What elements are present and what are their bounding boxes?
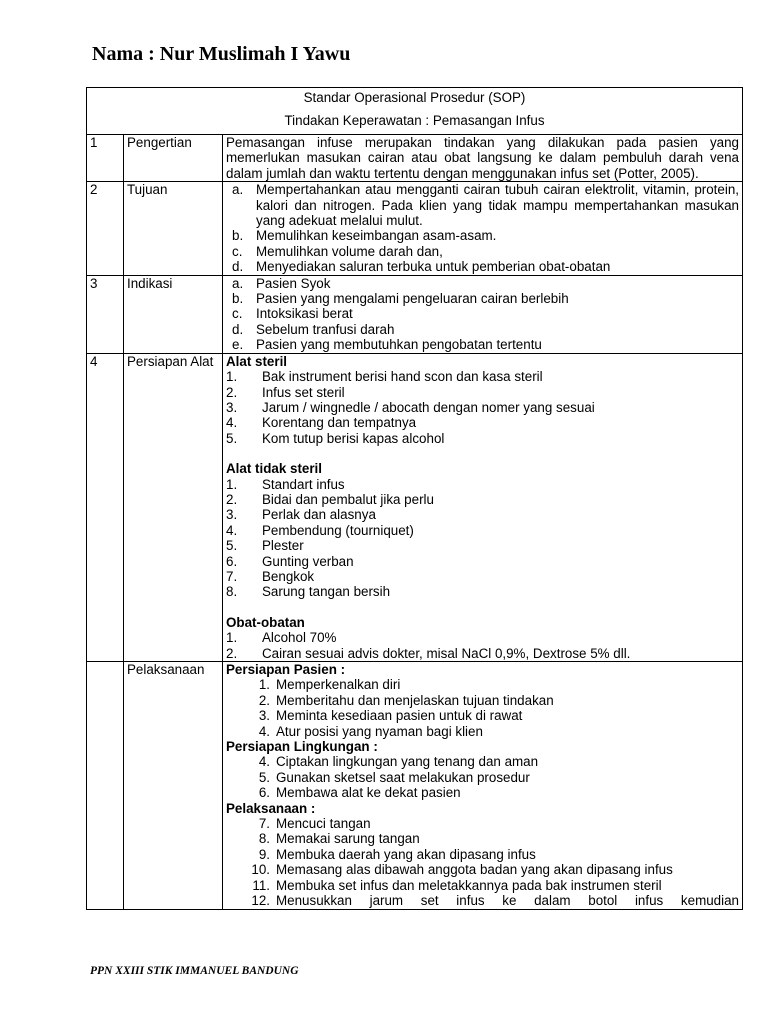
indikasi-content xyxy=(223,275,743,353)
list-text: Memasang alas dibawah anggota badan yang akan dipasang infus xyxy=(276,862,673,878)
list-item xyxy=(226,244,739,259)
list-item xyxy=(226,785,739,800)
list-marker: 1. xyxy=(258,677,270,693)
list-text: Pasien yang membutuhkan pengobatan tertentu xyxy=(256,337,542,353)
row-number: 3 xyxy=(87,275,124,353)
list-marker: 12. xyxy=(251,893,270,909)
persiapan-alat-content xyxy=(223,353,743,661)
row-label: Pelaksanaan xyxy=(124,662,223,910)
sop-title: Standar Operasional Prosedur (SOP) xyxy=(303,90,526,105)
list-marker: 4. xyxy=(226,415,238,431)
persiapan-lingkungan-heading: Persiapan Lingkungan : xyxy=(226,739,378,755)
list-item xyxy=(226,862,739,877)
list-marker: d. xyxy=(232,321,244,337)
persiapan-lingkungan-list xyxy=(226,754,739,800)
list-marker: 3. xyxy=(258,708,270,724)
list-marker: a. xyxy=(232,275,244,291)
obat-list xyxy=(226,630,739,661)
list-text: Memberitahu dan menjelaskan tujuan tindakan xyxy=(276,692,554,708)
list-marker: 6. xyxy=(226,553,238,569)
list-marker: c. xyxy=(232,243,243,259)
list-text: Pembendung (tourniquet) xyxy=(262,522,414,538)
table-row-pengertian xyxy=(87,135,743,182)
list-marker: c. xyxy=(232,306,243,322)
table-header-row xyxy=(87,88,743,135)
list-text: Cairan sesuai advis dokter, misal NaCl 0,9%, Dextrose 5% dll. xyxy=(262,645,631,661)
list-item xyxy=(226,554,739,569)
list-text: Standart infus xyxy=(262,476,345,492)
list-text: Meminta kesediaan pasien untuk di rawat xyxy=(276,708,523,724)
list-text: Sebelum tranfusi darah xyxy=(256,321,395,337)
list-text: Jarum / wingnedle / abocath dengan nomer yang sesuai xyxy=(262,399,595,415)
list-text: Menusukkan jarum set infus ke dalam botol infus kemudian xyxy=(276,893,739,909)
list-text: Pasien Syok xyxy=(256,275,331,291)
row-number: 4 xyxy=(87,353,124,661)
alat-tidak-steril-heading: Alat tidak steril xyxy=(226,461,322,477)
list-marker: 5. xyxy=(258,769,270,785)
list-text: Pasien yang mengalami pengeluaran cairan berlebih xyxy=(256,291,569,307)
list-text: Perlak dan alasnya xyxy=(262,507,376,523)
pelaksanaan-heading: Pelaksanaan : xyxy=(226,800,316,816)
student-name: Nama : Nur Muslimah I Yawu xyxy=(92,43,351,65)
list-item xyxy=(226,584,739,599)
list-item xyxy=(226,291,739,306)
list-marker: 4. xyxy=(258,754,270,770)
list-marker: 5. xyxy=(226,538,238,554)
list-marker: 1. xyxy=(226,476,238,492)
list-marker: b. xyxy=(232,228,244,244)
list-marker: b. xyxy=(232,291,244,307)
row-number: 2 xyxy=(87,182,124,275)
list-item xyxy=(226,538,739,553)
list-item xyxy=(226,306,739,321)
alat-steril-heading: Alat steril xyxy=(226,353,288,369)
list-marker: 7. xyxy=(226,568,238,584)
list-text: Kom tutup berisi kapas alcohol xyxy=(262,430,445,446)
list-marker: 11. xyxy=(252,877,270,893)
list-text: Bak instrument berisi hand scon dan kasa steril xyxy=(262,369,543,385)
list-item xyxy=(226,708,739,723)
list-item xyxy=(226,182,739,228)
list-item xyxy=(226,228,739,243)
list-marker: 6. xyxy=(258,785,270,801)
list-item xyxy=(226,677,739,692)
list-marker: 2. xyxy=(226,384,238,400)
table-row-persiapan-alat xyxy=(87,353,743,661)
list-marker: 3. xyxy=(226,399,238,415)
list-marker: 4. xyxy=(258,723,270,739)
sop-table xyxy=(86,87,743,910)
list-item xyxy=(226,893,739,908)
list-item xyxy=(226,415,739,430)
list-marker: e. xyxy=(232,337,244,353)
list-text: Membuka set infus dan meletakkannya pada bak instrumen steril xyxy=(276,877,662,893)
row-label: Tujuan xyxy=(124,182,223,275)
list-item xyxy=(226,507,739,522)
list-item xyxy=(226,477,739,492)
list-item xyxy=(226,847,739,862)
list-item xyxy=(226,431,739,446)
list-item xyxy=(226,492,739,507)
list-item xyxy=(226,816,739,831)
list-item xyxy=(226,770,739,785)
table-row-tujuan xyxy=(87,182,743,275)
row-label: Indikasi xyxy=(124,275,223,353)
list-item xyxy=(226,646,739,661)
pelaksanaan-steps-list xyxy=(226,816,739,908)
list-item xyxy=(226,724,739,739)
list-item xyxy=(226,276,739,291)
list-marker: 10. xyxy=(251,862,270,878)
list-item xyxy=(226,754,739,769)
list-item xyxy=(226,569,739,584)
list-marker: 3. xyxy=(226,507,238,523)
list-text: Memulihkan keseimbangan asam-asam. xyxy=(256,228,497,244)
list-item xyxy=(226,322,739,337)
list-text: Plester xyxy=(262,538,304,554)
list-text: Gunting verban xyxy=(262,553,354,569)
row-label: Persiapan Alat xyxy=(124,353,223,661)
list-text: Bengkok xyxy=(262,568,315,584)
row-label: Pengertian xyxy=(124,135,223,182)
list-marker: 5. xyxy=(226,430,238,446)
list-text: Memulihkan volume darah dan, xyxy=(256,243,443,259)
list-text: Infus set steril xyxy=(262,384,345,400)
pelaksanaan-content xyxy=(223,662,743,910)
list-item xyxy=(226,385,739,400)
table-row-pelaksanaan xyxy=(87,662,743,910)
table-row-indikasi xyxy=(87,275,743,353)
list-marker: 9. xyxy=(258,846,270,862)
list-marker: a. xyxy=(232,182,244,198)
indikasi-list xyxy=(226,276,739,353)
list-text: Menyediakan saluran terbuka untuk pemberian obat-obatan xyxy=(256,259,611,275)
list-text: Mempertahankan atau mengganti cairan tubuh cairan elektrolit, vitamin, protein, kalori dan nitrogen. Pada klien yang tidak mampu mempertahankan masukan yang adekuat melalui mulut. xyxy=(256,182,739,229)
row-number: 1 xyxy=(87,135,124,182)
persiapan-pasien-heading: Persiapan Pasien : xyxy=(226,662,346,677)
list-marker: 2. xyxy=(258,692,270,708)
obat-heading: Obat-obatan xyxy=(226,614,305,630)
list-marker: 7. xyxy=(258,816,270,832)
list-marker: 1. xyxy=(226,630,238,646)
list-item xyxy=(226,369,739,384)
list-text: Bidai dan pembalut jika perlu xyxy=(262,491,434,507)
list-text: Gunakan sketsel saat melakukan prosedur xyxy=(276,769,530,785)
list-text: Atur posisi yang nyaman bagi klien xyxy=(276,723,483,739)
alat-tidak-steril-list xyxy=(226,477,739,600)
list-marker: 2. xyxy=(226,645,238,661)
list-marker: 8. xyxy=(258,831,270,847)
list-item xyxy=(226,523,739,538)
list-text: Sarung tangan bersih xyxy=(262,584,391,600)
list-marker: 4. xyxy=(226,522,238,538)
table-header xyxy=(87,88,743,135)
pengertian-text: Pemasangan infuse merupakan tindakan yang dilakukan pada pasien yang memerlukan masukan cairan atau obat langsung ke dalam pembuluh darah vena dalam jumlah dan waktu tertentu dengan menggunakan infus set (Potter, 2005). xyxy=(223,135,743,182)
list-item xyxy=(226,878,739,893)
tujuan-content xyxy=(223,182,743,275)
footer-text: PPN XXIII STIK IMMANUEL BANDUNG xyxy=(90,965,299,977)
sop-subtitle: Tindakan Keperawatan : Pemasangan Infus xyxy=(284,113,545,128)
list-text: Memperkenalkan diri xyxy=(276,677,401,693)
list-text: Alcohol 70% xyxy=(262,630,337,646)
list-text: Memakai sarung tangan xyxy=(276,831,420,847)
list-text: Korentang dan tempatnya xyxy=(262,415,417,431)
list-marker: d. xyxy=(232,259,244,275)
row-number-empty xyxy=(87,662,124,910)
persiapan-pasien-list xyxy=(226,677,739,739)
list-text: Membuka daerah yang akan dipasang infus xyxy=(276,846,536,862)
list-item xyxy=(226,337,739,352)
alat-steril-list xyxy=(226,369,739,446)
list-item xyxy=(226,831,739,846)
list-item xyxy=(226,630,739,645)
list-item xyxy=(226,259,739,274)
list-text: Mencuci tangan xyxy=(276,816,371,832)
list-text: Ciptakan lingkungan yang tenang dan aman xyxy=(276,754,539,770)
list-item xyxy=(226,400,739,415)
list-marker: 2. xyxy=(226,491,238,507)
list-text: Intoksikasi berat xyxy=(256,306,353,322)
list-marker: 8. xyxy=(226,584,238,600)
list-text: Membawa alat ke dekat pasien xyxy=(276,785,461,801)
list-marker: 1. xyxy=(226,369,238,385)
list-item xyxy=(226,693,739,708)
tujuan-list xyxy=(226,182,739,274)
